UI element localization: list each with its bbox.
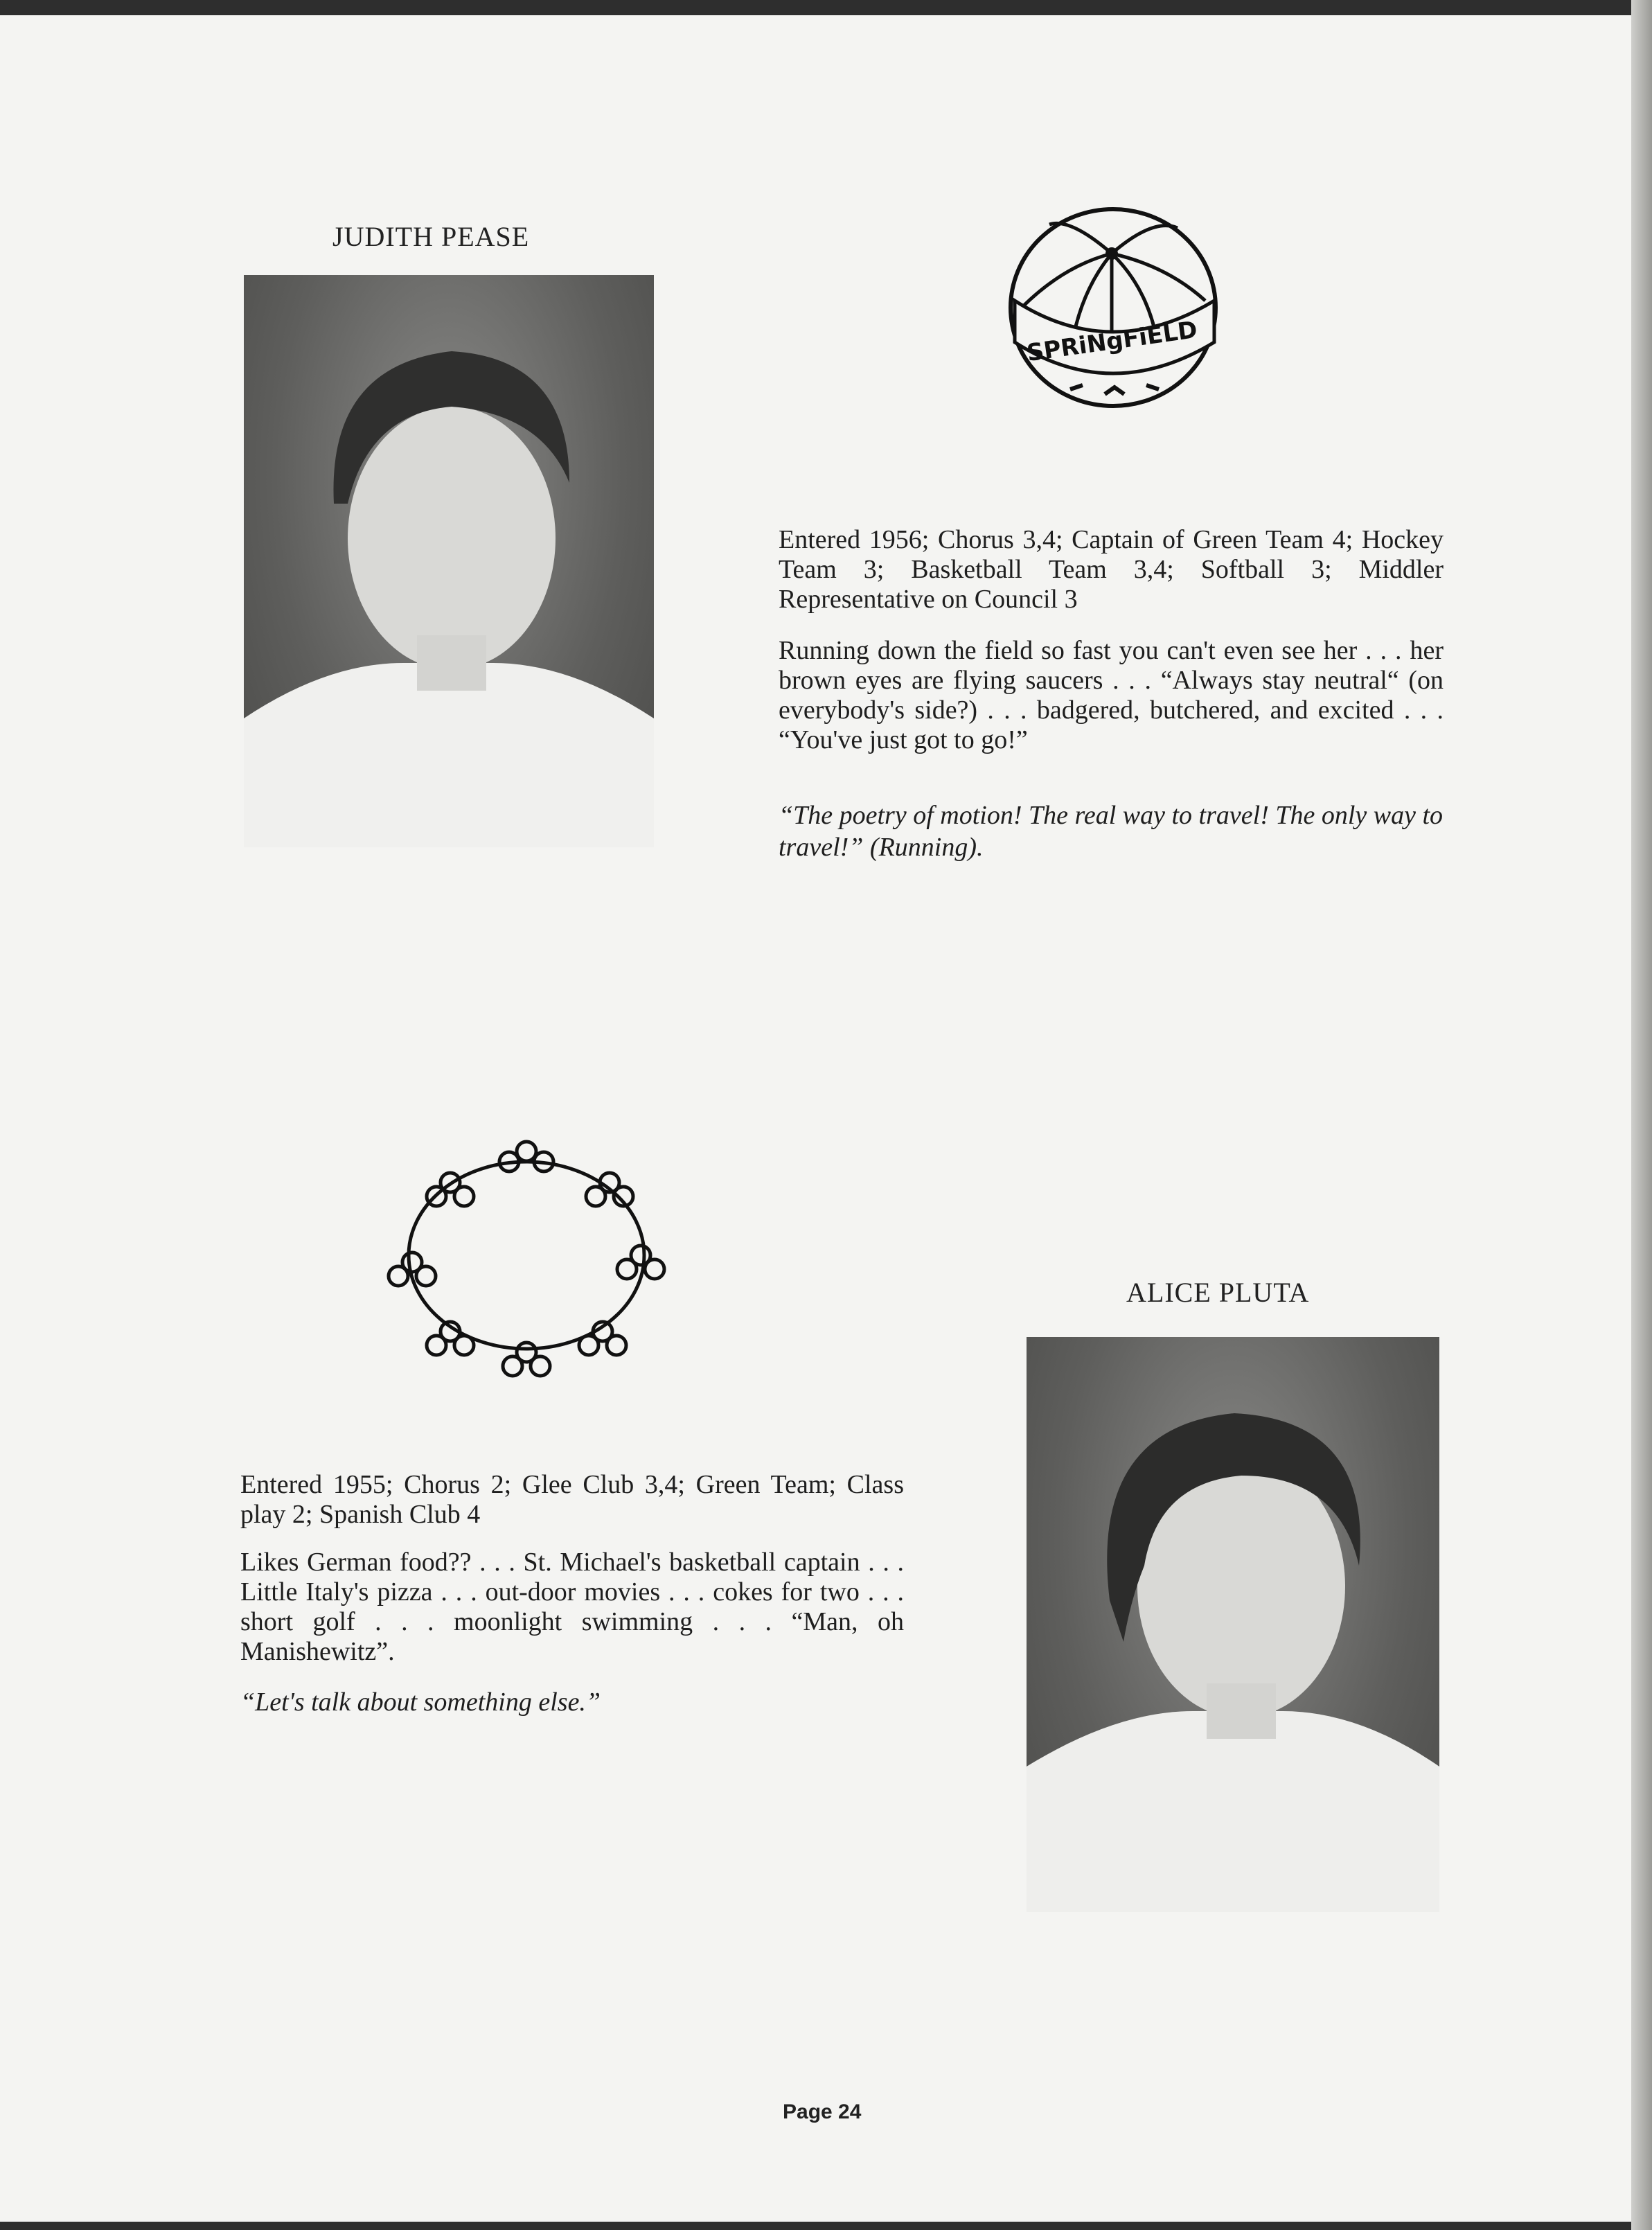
student-name-alice: ALICE PLUTA: [1126, 1277, 1310, 1308]
yearbook-page: [0, 15, 1645, 2222]
flower-wreath-icon: [367, 1124, 686, 1387]
page-number: Page 24: [783, 2100, 862, 2123]
quote-alice: “Let's talk about something else.”: [240, 1688, 601, 1717]
description-alice: Likes German food?? . . . St. Michael's basketball captain . . . Little Italy's pizza . . . out-door movies . . . cokes for two . . . short golf . . . moonlight swimming . . . “Man, oh Manishewitz”.: [240, 1548, 904, 1666]
emblem-label: SPRiNgFiELD: [1024, 316, 1200, 368]
portrait-photo-alice: [1027, 1337, 1439, 1912]
activities-alice: Entered 1955; Chorus 2; Glee Club 3,4; Green Team; Class play 2; Spanish Club 4: [240, 1470, 904, 1529]
quote-judith: “The poetry of motion! The real way to travel! The only way to travel!” (Running).: [779, 801, 1444, 862]
student-name-judith: JUDITH PEASE: [332, 221, 530, 252]
description-judith: Running down the field so fast you can't even see her . . . her brown eyes are flying saucers . . . “Always stay neutral“ (on everybody's side?) . . . badgered, butchered, and excited . . . “You've just got to go!”: [779, 636, 1444, 754]
portrait-photo-judith: [244, 275, 654, 847]
page-edge-shadow: [1631, 0, 1652, 2230]
activities-judith: Entered 1956; Chorus 3,4; Captain of Green Team 4; Hockey Team 3; Basketball Team 3,4; Softball 3; Middler Representative on Council 3: [779, 525, 1444, 614]
beanie-cap-icon: [1008, 204, 1219, 412]
